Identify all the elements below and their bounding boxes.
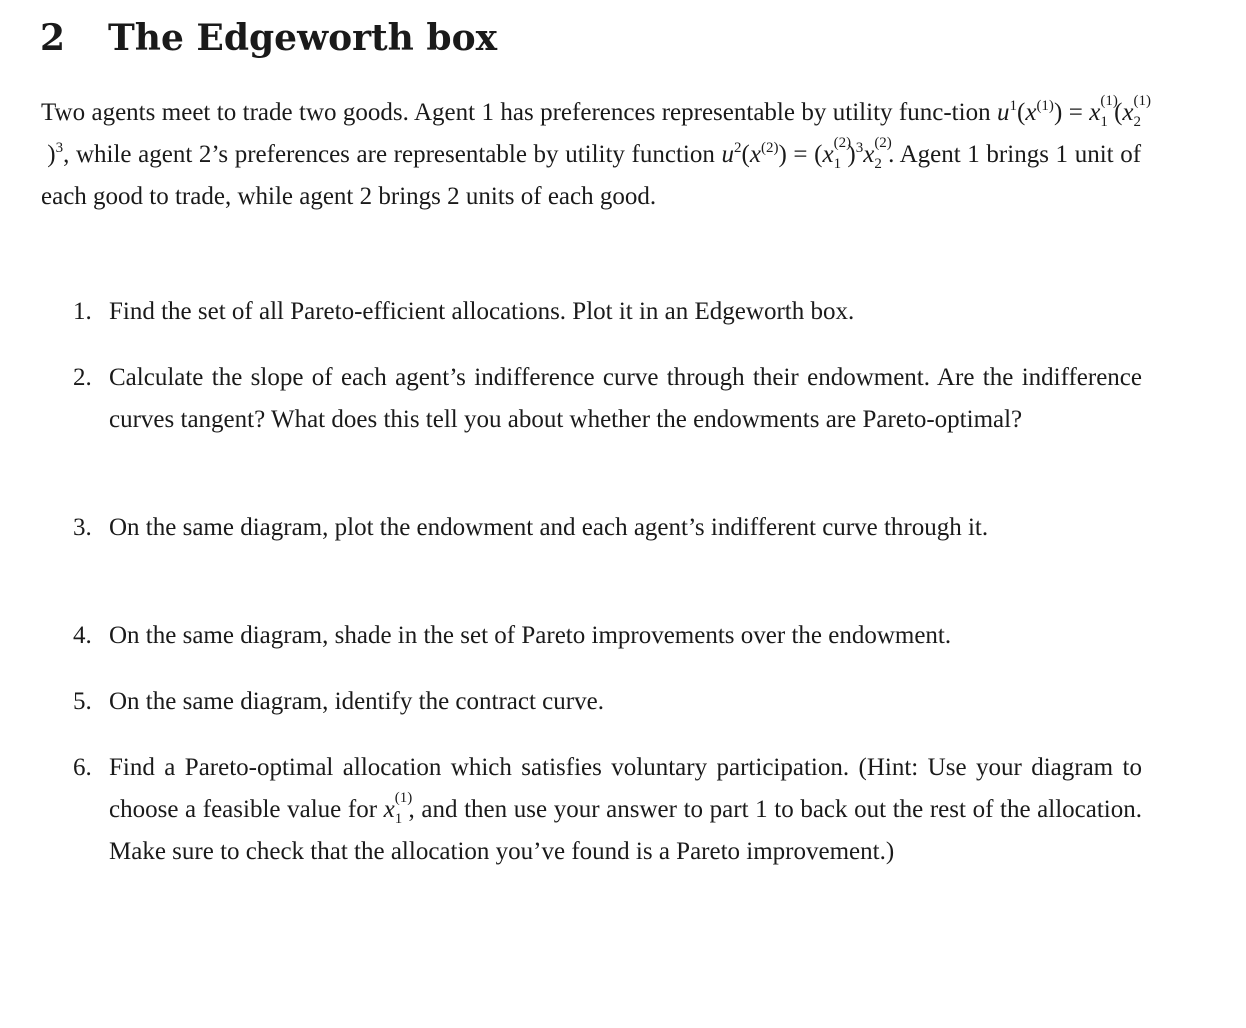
intro-paragraph bbox=[41, 92, 1152, 218]
section-number: 2 bbox=[40, 17, 66, 59]
question-text-before: Find a Pareto-optimal allocation which satisfies voluntary participation. (Hint: Use your diagram to choose a feasible value for bbox=[109, 754, 1142, 823]
question-text: Calculate the slope of each agent’s indifference curve through their endowment. Are the indifference curves tangent? What does this tell you about whether the endowments are Pareto-optimal? bbox=[109, 364, 1142, 433]
question-number: 6. bbox=[73, 754, 92, 781]
question-number: 2. bbox=[73, 364, 92, 391]
utility-function-agent-2: $u^2(x^{(2)}) = (x$ (2) 1 )$^3$x (2) 2 bbox=[721, 135, 892, 172]
math-x1-agent-1: x (1) 1 bbox=[383, 790, 413, 827]
question-number: 1. bbox=[73, 298, 92, 325]
question-text bbox=[109, 747, 1142, 873]
section-heading bbox=[40, 12, 497, 64]
question-text: On the same diagram, identify the contract curve. bbox=[109, 688, 604, 715]
intro-text-1: Two agents meet to trade two goods. Agent 1 has preferences representable by utility func-tion bbox=[41, 99, 991, 126]
question-number: 5. bbox=[73, 688, 92, 715]
question-text-after: , and then use your answer to part 1 to back out the rest of the allocation. Make sure to check that the allocation you’ve found is a Pareto improvement.) bbox=[109, 796, 1142, 865]
question-text: Find the set of all Pareto-efficient allocations. Plot it in an Edgeworth box. bbox=[109, 298, 855, 325]
utility-function-agent-1: $u^1(x^{(1)}) = x$ (1) 1 (x (1) 2 )$^3$ bbox=[47, 93, 1152, 168]
question-number: 3. bbox=[73, 514, 92, 541]
intro-text-2: , while agent 2’s preferences are representable by utility function bbox=[63, 141, 715, 168]
question-number: 4. bbox=[73, 622, 92, 649]
question-text: On the same diagram, shade in the set of Pareto improvements over the endowment. bbox=[109, 622, 952, 649]
section-title: The Edgeworth box bbox=[108, 17, 498, 59]
question-text: On the same diagram, plot the endowment and each agent’s indifferent curve through it. bbox=[109, 514, 989, 541]
intro-text-3: . Agent 1 brings 1 unit of each good to trade, while agent 2 brings 2 units of each good. bbox=[41, 141, 1142, 210]
